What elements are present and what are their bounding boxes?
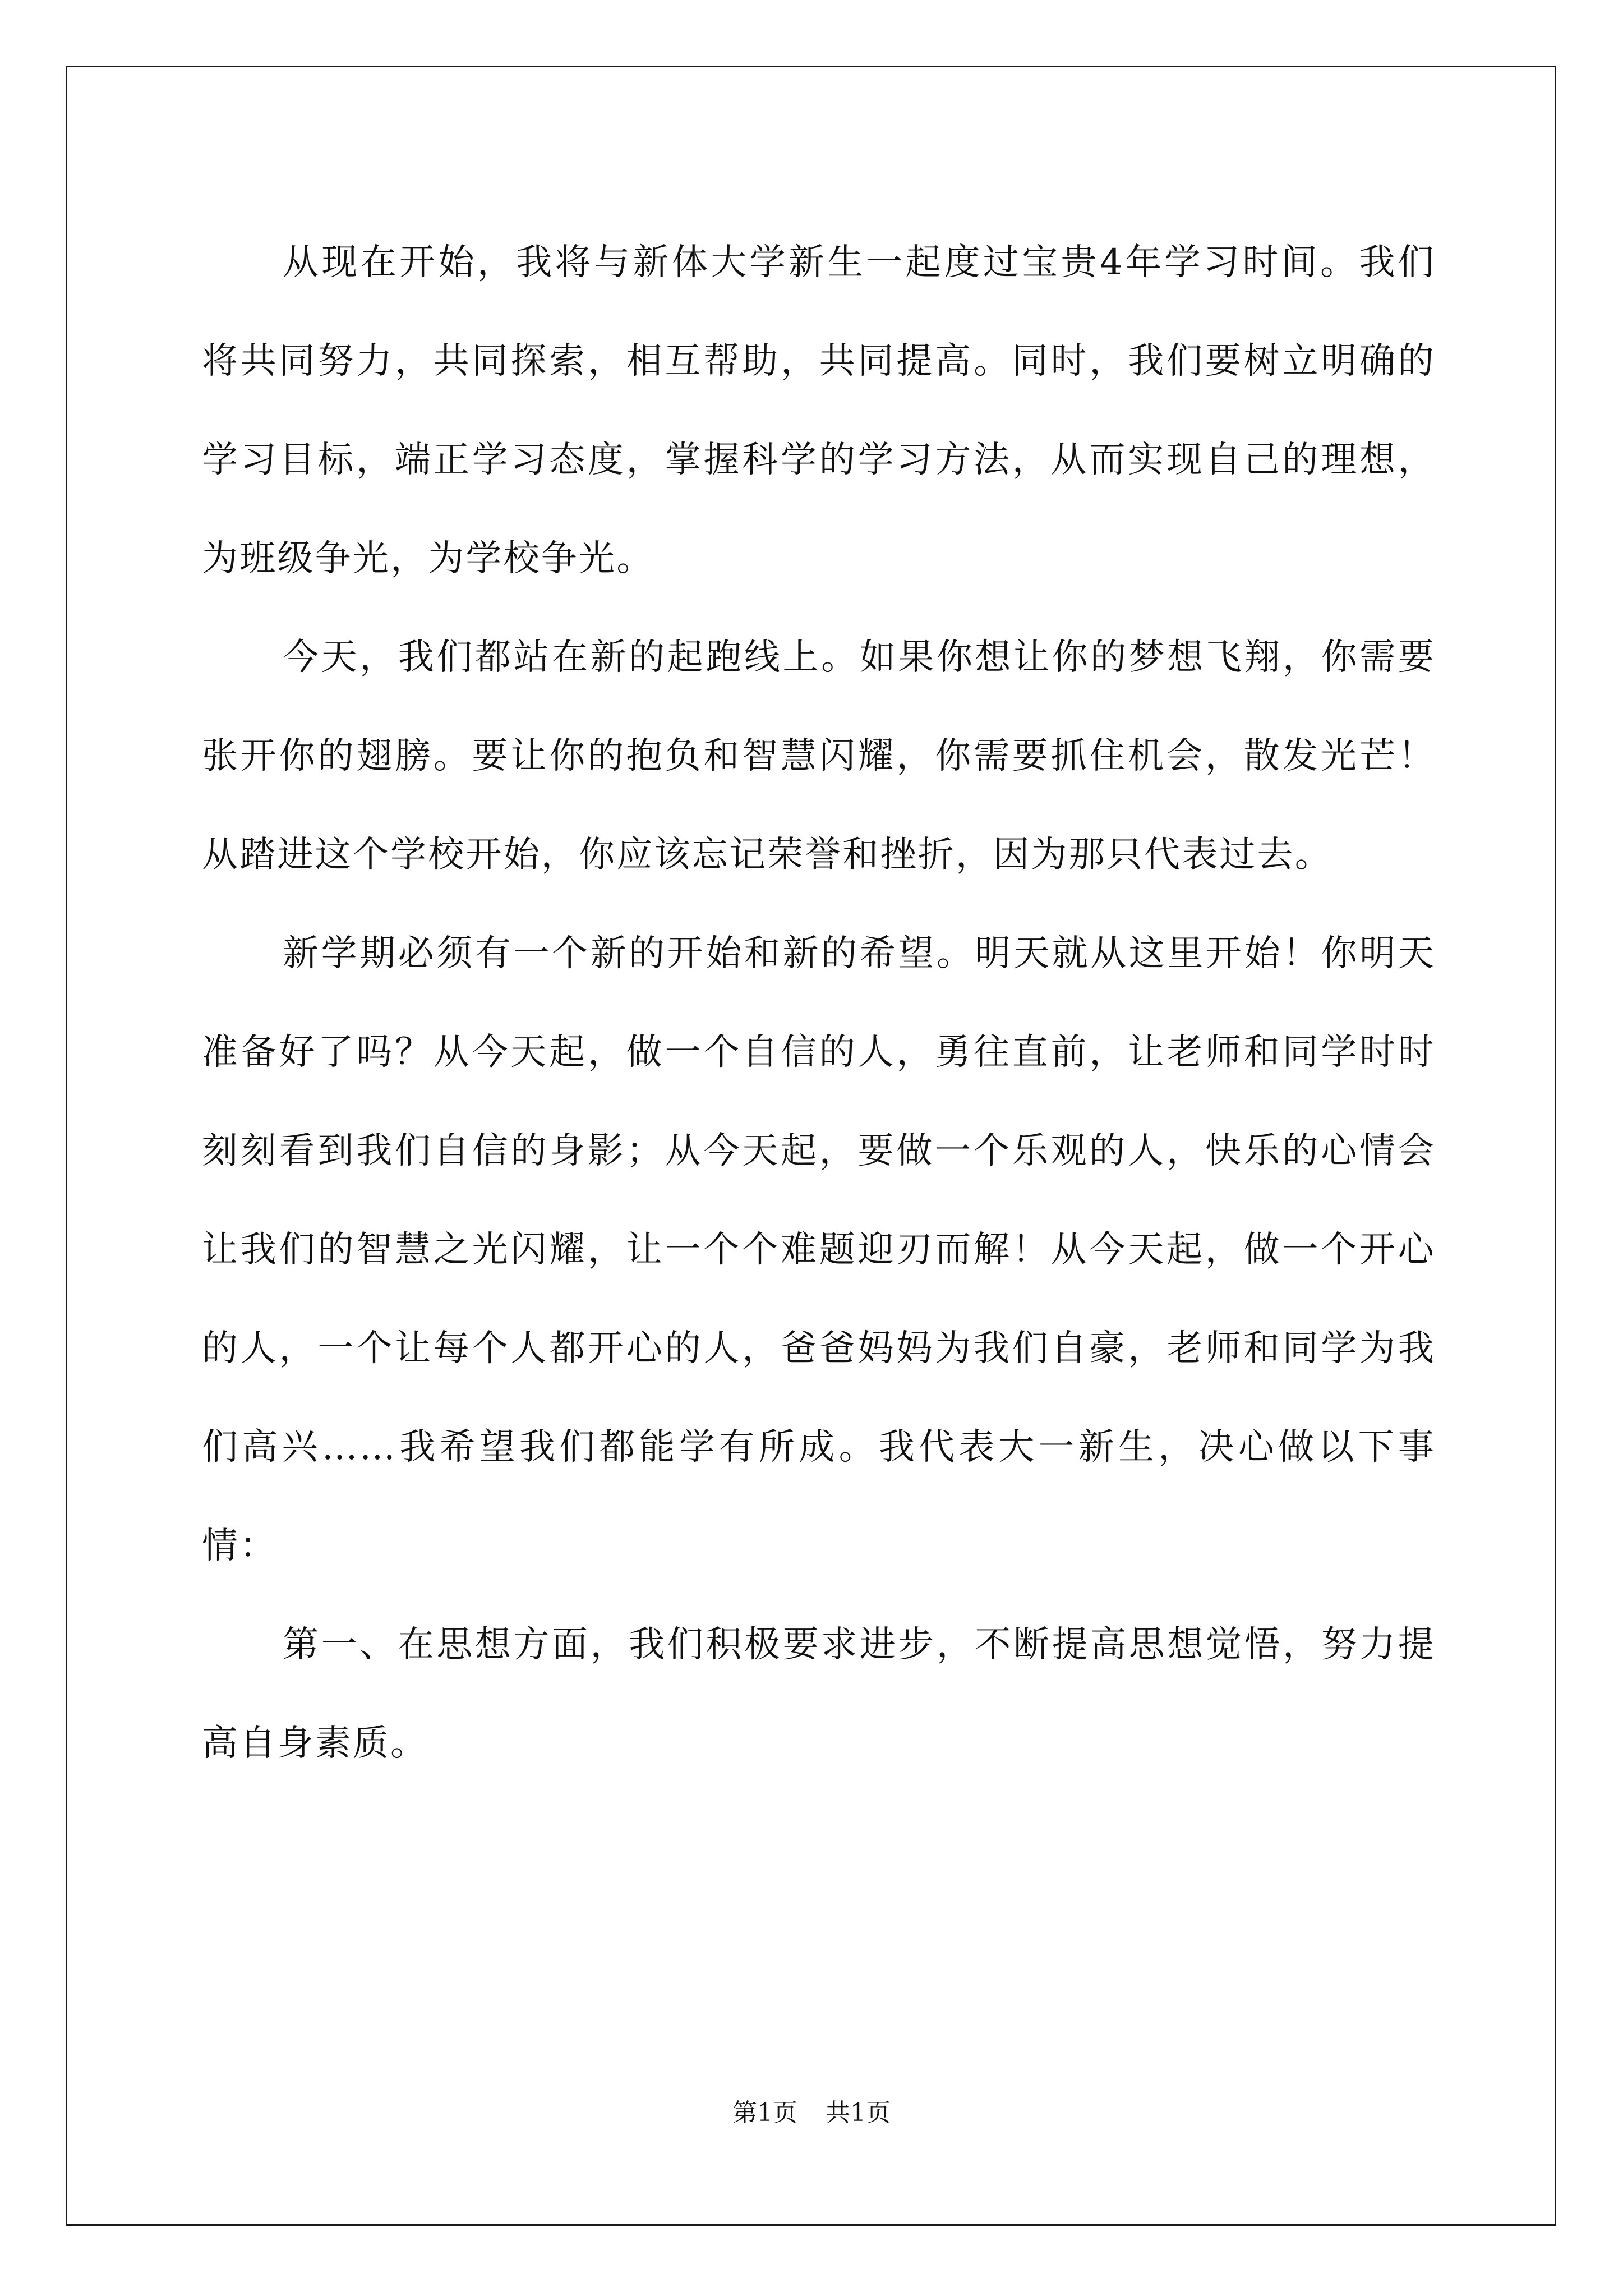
page-footer — [0, 2092, 1623, 2128]
paragraph-4: 第一、在思想方面，我们积极要求进步，不断提高思想觉悟，努力提高自身素质。 — [202, 1624, 1436, 1764]
page-number: 第1页 — [732, 2099, 797, 2127]
paragraph-3: 新学期必须有一个新的开始和新的希望。明天就从这里开始！你明天准备好了吗？从今天起，做一个自信的人，勇往直前，让老师和同学时时刻刻看到我们自信的身影；从今天起，要做一个乐观的人，快乐的心情会让我们的智慧之光闪耀，让一个个难题迎刃而解！从今天起，做一个开心的人，一个让每个人都开心的人，爸爸妈妈为我们自豪，老师和同学为我们高兴……我希望我们都能学有所成。我代表大一新生，决心做以下事情： — [202, 933, 1436, 1567]
document-body — [202, 213, 1436, 1793]
page-count: 共1页 — [826, 2099, 891, 2127]
paragraph-2: 今天，我们都站在新的起跑线上。如果你想让你的梦想飞翔，你需要张开你的翅膀。要让你的抱负和智慧闪耀，你需要抓住机会，散发光芒！从踏进这个学校开始，你应该忘记荣誉和挫折，因为那只代表过去。 — [202, 637, 1436, 876]
paragraph-1: 从现在开始，我将与新体大学新生一起度过宝贵4年学习时间。我们将共同努力，共同探索，相互帮助，共同提高。同时，我们要树立明确的学习目标，端正学习态度，掌握科学的学习方法，从而实现自己的理想，为班级争光，为学校争光。 — [202, 242, 1436, 579]
